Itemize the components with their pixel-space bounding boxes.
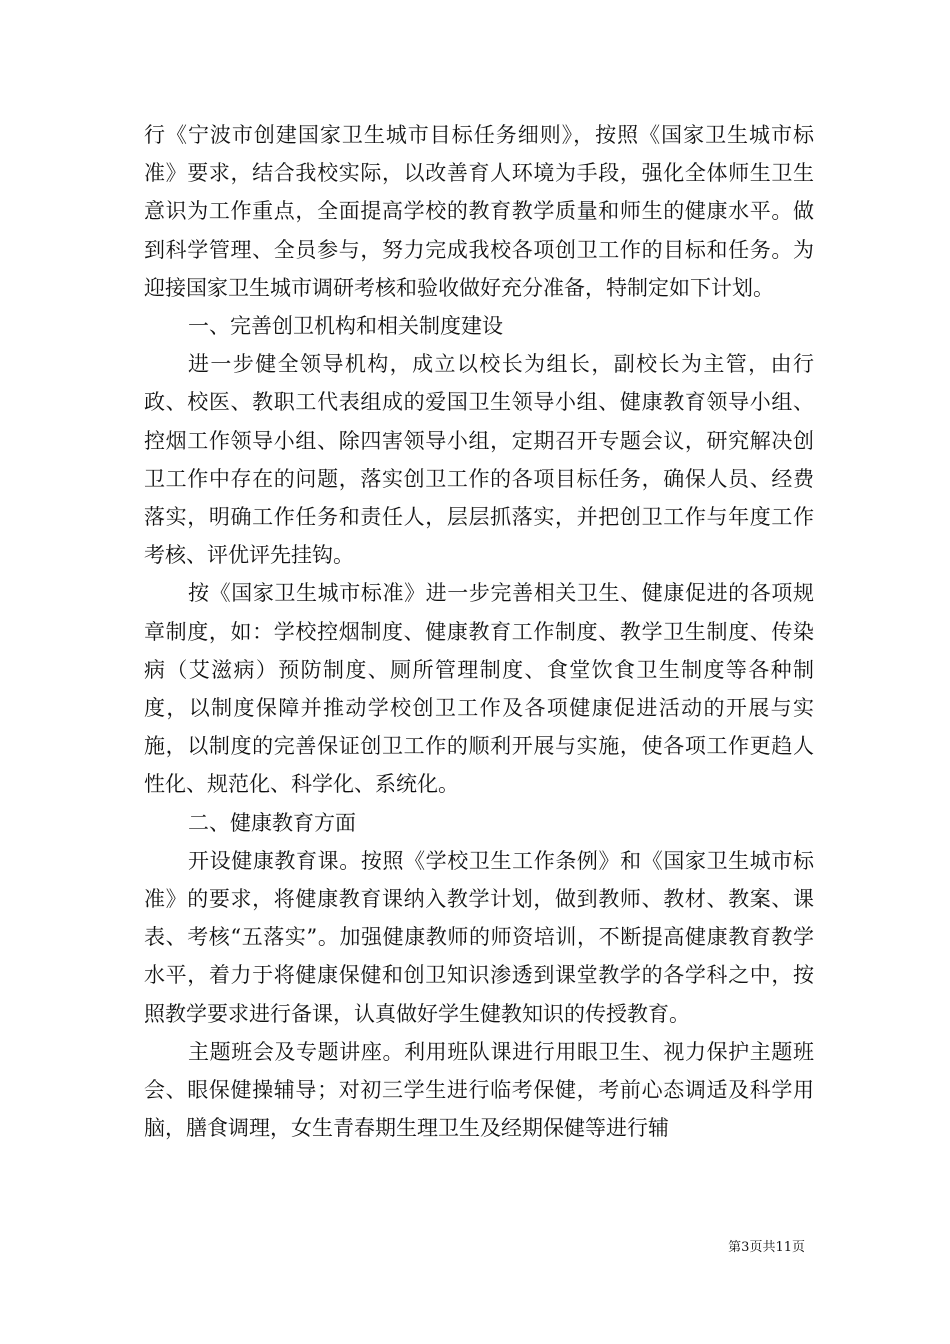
section-heading-1: 一、完善创卫机构和相关制度建设: [188, 314, 503, 339]
paragraph-6: 开设健康教育课。按照《学校卫生工作条例》和《国家卫生城市标准》的要求，将健康教育课纳入教学计划，做到教师、教材、教案、课表、考核“五落实”。加强健康教师的师资培训，不断提高健康教育教学水平，着力于将健康保健和创卫知识渗透到课堂教学的各学科之中，按照教学要求进行备课，认真做好学生健教知识的传授教育。: [144, 848, 814, 1026]
section-heading-2: 二、健康教育方面: [188, 810, 356, 835]
page-number-footer: 第3页共11页: [728, 1240, 805, 1255]
paragraph-3: 进一步健全领导机构，成立以校长为组长，副校长为主管，由行政、校医、教职工代表组成的爱国卫生领导小组、健康教育领导小组、控烟工作领导小组、除四害领导小组，定期召开专题会议，研究解决创卫工作中存在的问题，落实创卫工作的各项目标任务，确保人员、经费落实，明确工作任务和责任人，层层抓落实，并把创卫工作与年度工作考核、评优评先挂钩。: [144, 352, 814, 568]
paragraph-4: 按《国家卫生城市标准》进一步完善相关卫生、健康促进的各项规章制度，如：学校控烟制度、健康教育工作制度、教学卫生制度、传染病（艾滋病）预防制度、厕所管理制度、食堂饮食卫生制度等各种制度，以制度保障并推动学校创卫工作及各项健康促进活动的开展与实施，以制度的完善保证创卫工作的顺利开展与实施，使各项工作更趋人性化、规范化、科学化、系统化。: [144, 581, 814, 797]
paragraph-7: 主题班会及专题讲座。利用班队课进行用眼卫生、视力保护主题班会、眼保健操辅导；对初三学生进行临考保健，考前心态调适及科学用脑，膳食调理，女生青春期生理卫生及经期保健等进行辅: [144, 1039, 814, 1141]
paragraph-1: 行《宁波市创建国家卫生城市目标任务细则》，按照《国家卫生城市标准》要求，结合我校实际，以改善育人环境为手段，强化全体师生卫生意识为工作重点，全面提高学校的教育教学质量和师生的健康水平。做到科学管理、全员参与，努力完成我校各项创卫工作的目标和任务。为迎接国家卫生城市调研考核和验收做好充分准备，特制定如下计划。: [144, 123, 814, 300]
document-body: [144, 116, 814, 1147]
